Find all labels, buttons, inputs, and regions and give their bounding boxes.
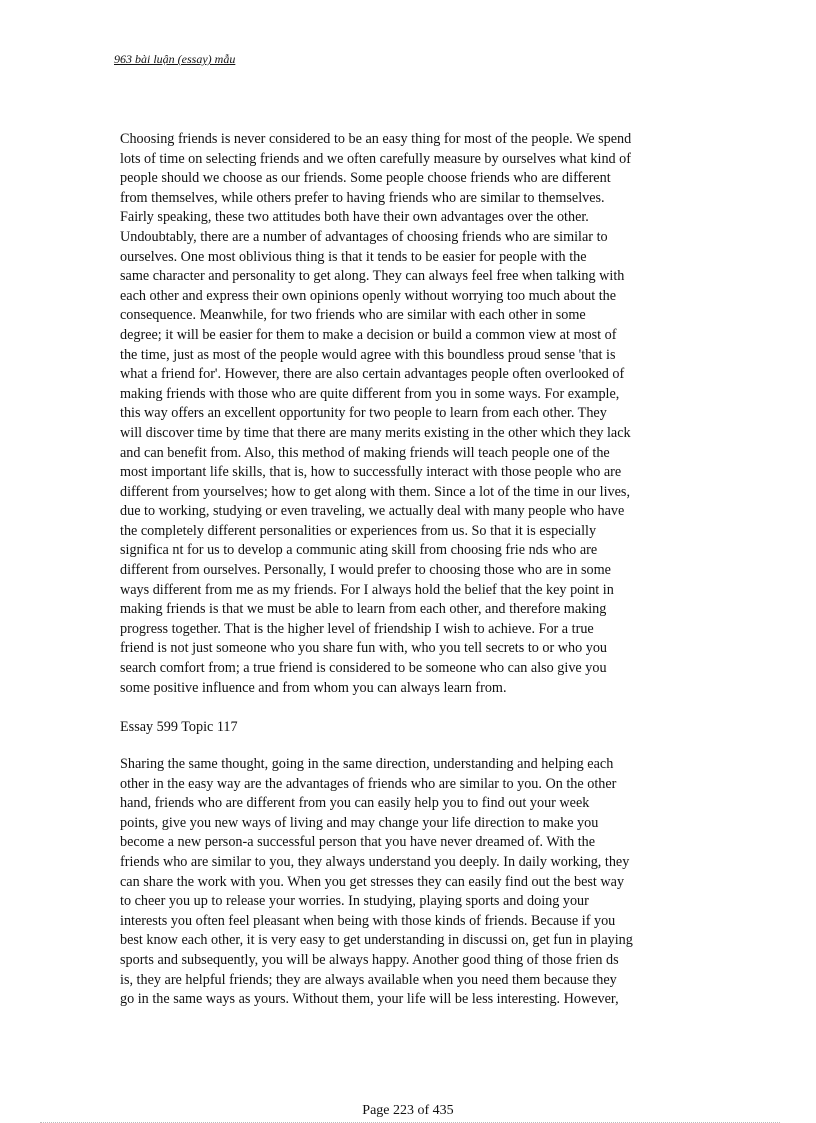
- text-line: making friends with those who are quite different from you in some ways. For example,: [120, 385, 620, 402]
- text-line: different from ourselves. Personally, I would prefer to choosing those who are in some: [120, 562, 611, 579]
- text-line: some positive influence and from whom you can always learn from.: [120, 679, 507, 696]
- text-line: other in the easy way are the advantages of friends who are similar to you. On the other: [120, 775, 617, 792]
- page-number: Page 223 of 435: [362, 1103, 454, 1118]
- text-line: hand, friends who are different from you can easily help you to find out your week: [120, 795, 590, 812]
- text-line: interests you often feel pleasant when being with those kinds of friends. Because if you: [120, 912, 616, 929]
- essay-paragraph-1: [120, 130, 710, 698]
- topic-heading: Essay 599 Topic 117: [120, 719, 238, 735]
- text-line: degree; it will be easier for them to make a decision or build a common view at most of: [120, 326, 617, 343]
- text-line: points, give you new ways of living and may change your life direction to make you: [120, 814, 599, 831]
- text-line: different from yourselves; how to get along with them. Since a lot of the time in our lives,: [120, 483, 630, 500]
- text-line: Undoubtably, there are a number of advantages of choosing friends who are similar to: [120, 228, 608, 245]
- text-line: consequence. Meanwhile, for two friends who are similar with each other in some: [120, 307, 586, 324]
- text-line: the time, just as most of the people would agree with this boundless proud sense 'that is: [120, 346, 616, 363]
- text-line: is, they are helpful friends; they are always available when you need them because they: [120, 971, 617, 988]
- text-line: search comfort from; a true friend is considered to be someone who can also give you: [120, 660, 607, 677]
- text-line: people should we choose as our friends. Some people choose friends who are different: [120, 170, 611, 187]
- text-line: friend is not just someone who you share fun with, who you tell secrets to or who you: [120, 640, 608, 657]
- text-line: progress together. That is the higher level of friendship I wish to achieve. For a true: [120, 620, 594, 637]
- text-line: the completely different personalities or experiences from us. So that it is especially: [120, 522, 597, 539]
- text-line: will discover time by time that there are many merits existing in the other which they lack: [120, 424, 631, 441]
- text-line: making friends is that we must be able to learn from each other, and therefore making: [120, 601, 607, 618]
- text-line: ways different from me as my friends. For I always hold the belief that the key point in: [120, 581, 614, 598]
- text-line: due to working, studying or even traveling, we actually deal with many people who have: [120, 503, 625, 520]
- text-line: most important life skills, that is, how to successfully interact with those people who are: [120, 464, 622, 481]
- text-line: best know each other, it is very easy to get understanding in discussi on, get fun in playing: [120, 932, 633, 949]
- text-line: become a new person-a successful person that you have never dreamed of. With the: [120, 834, 596, 851]
- text-line: same character and personality to get along. They can always feel free when talking with: [120, 268, 625, 285]
- text-line: this way offers an excellent opportunity for two people to learn from each other. They: [120, 405, 607, 422]
- text-line: and can benefit from. Also, this method of making friends will teach people one of the: [120, 444, 610, 461]
- text-line: can share the work with you. When you get stresses they can easily find out the best way: [120, 873, 625, 890]
- text-line: Fairly speaking, these two attitudes both have their own advantages over the other.: [120, 209, 589, 226]
- text-line: from themselves, while others prefer to having friends who are similar to themselves.: [120, 189, 605, 206]
- text-line: significa nt for us to develop a communic ating skill from choosing frie nds who are: [120, 542, 598, 559]
- essay-paragraph-2: [120, 755, 710, 1010]
- text-line: sports and subsequently, you will be always happy. Another good thing of those frien ds: [120, 951, 619, 968]
- text-line: to cheer you up to release your worries. In studying, playing sports and doing your: [120, 893, 589, 910]
- text-line: go in the same ways as yours. Without them, your life will be less interesting. However,: [120, 991, 619, 1008]
- text-line: lots of time on selecting friends and we often carefully measure by ourselves what kind of: [120, 150, 631, 167]
- running-header: 963 bài luận (essay) mẫu: [114, 52, 236, 66]
- text-line: Choosing friends is never considered to be an easy thing for most of the people. We spend: [120, 131, 632, 147]
- text-line: Sharing the same thought, going in the same direction, understanding and helping each: [120, 756, 614, 772]
- text-line: ourselves. One most oblivious thing is that it tends to be easier for people with the: [120, 248, 587, 265]
- text-line: friends who are similar to you, they always understand you deeply. In daily working, they: [120, 853, 630, 870]
- text-line: each other and express their own opinions openly without worrying too much about the: [120, 287, 617, 304]
- text-line: what a friend for'. However, there are also certain advantages people often overlooked of: [120, 366, 625, 383]
